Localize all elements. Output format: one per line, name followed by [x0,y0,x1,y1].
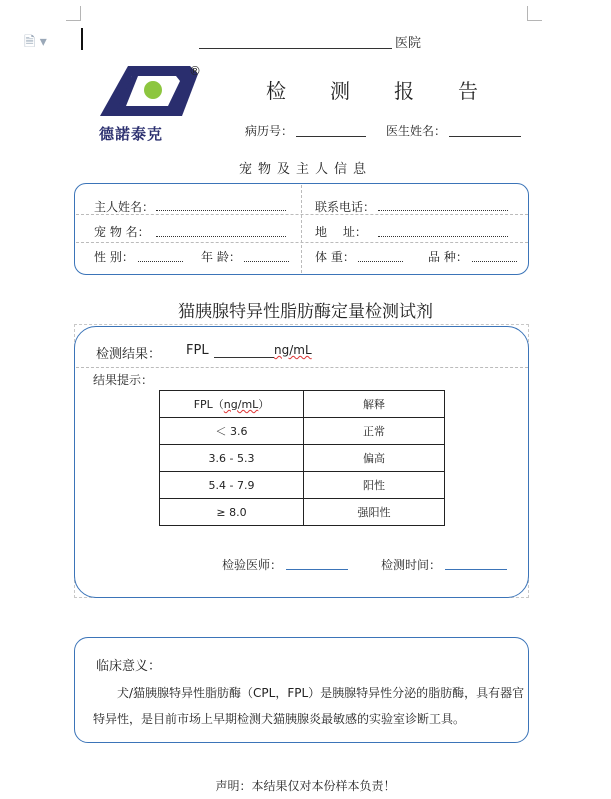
hospital-suffix: 医院 [395,36,422,51]
result-value-field[interactable] [214,357,274,358]
table-row [160,499,445,526]
table-cell-interpretation: 正常 [304,418,445,445]
medical-record-label: 病历号： [245,124,294,138]
inspecting-doctor-label: 检验医师： [222,558,283,572]
result-label: 检测结果： [96,347,162,362]
table-row [160,418,445,445]
report-title: 检测报告 [266,79,522,103]
gender-field[interactable] [138,261,183,262]
owner-name-label: 主人姓名： [94,200,155,214]
reference-table [159,390,445,526]
doctor-name-field[interactable] [449,136,521,137]
analyte-label: FPL [186,343,209,358]
product-title: 猫胰腺特异性脂肪酶定量检测试剂 [178,302,433,322]
result-unit: ng/mL [274,343,312,357]
table-row [160,445,445,472]
info-row-divider [76,242,528,243]
address-label: 地 址： [315,225,367,239]
table-cell-range: 3.6 - 5.3 [160,445,304,472]
gender-label: 性 别： [94,250,134,264]
table-header-row [160,391,445,418]
medical-record-field[interactable] [296,136,366,137]
weight-field[interactable] [358,261,403,262]
table-cell-interpretation: 阳性 [304,472,445,499]
table-cell-range: 5.4 - 7.9 [160,472,304,499]
footer-statement: 声明：本结果仅对本份样本负责！ [215,779,396,793]
pet-name-field[interactable] [156,236,286,237]
breed-label: 品 种： [428,250,468,264]
owner-name-field[interactable] [156,210,286,211]
text-cursor [81,28,83,50]
table-cell-interpretation: 强阳性 [304,499,445,526]
age-field[interactable] [244,261,289,262]
inspecting-doctor-field[interactable] [286,569,348,570]
table-row [160,472,445,499]
clinical-text-body: 犬/猫胰腺特异性脂肪酶（CPL，FPL）是胰腺特异性分泌的脂肪酶，具有器官特异性，是目前市场上早期检测犬猫胰腺炎最敏感的实验室诊断工具。 [93,686,525,726]
company-logo [98,64,202,122]
age-label: 年 龄： [201,250,241,264]
pet-name-label: 宠 物 名： [94,225,150,239]
hint-label: 结果提示： [93,373,154,387]
test-time-field[interactable] [445,569,507,570]
breed-field[interactable] [472,261,517,262]
clinical-text [93,680,525,732]
phone-label: 联系电话： [315,200,376,214]
table-cell-interpretation: 偏高 [304,445,445,472]
info-section-title: 宠物及主人信息 [238,162,372,177]
registered-mark: ® [189,64,201,78]
weight-label: 体 重： [315,250,355,264]
clinical-title: 临床意义： [96,659,162,674]
test-time-label: 检测时间： [381,558,442,572]
doctor-name-label: 医生姓名： [386,124,447,138]
table-cell-range: ≥ 8.0 [160,499,304,526]
info-col-divider [301,185,302,273]
table-header-interpretation: 解释 [304,391,445,418]
table-cell-range: ＜ 3.6 [160,418,304,445]
brand-name: 德諾泰克 [99,125,164,143]
result-divider [76,367,528,368]
address-field[interactable] [378,236,508,237]
hospital-name-line[interactable] [199,48,392,49]
phone-field[interactable] [378,210,508,211]
page-corner-top-right [527,6,542,21]
document-icon[interactable]: 🗎 ▾ [24,34,47,50]
page-corner-top-left [66,6,81,21]
table-header-range: FPL（ng/mL） [160,391,304,418]
